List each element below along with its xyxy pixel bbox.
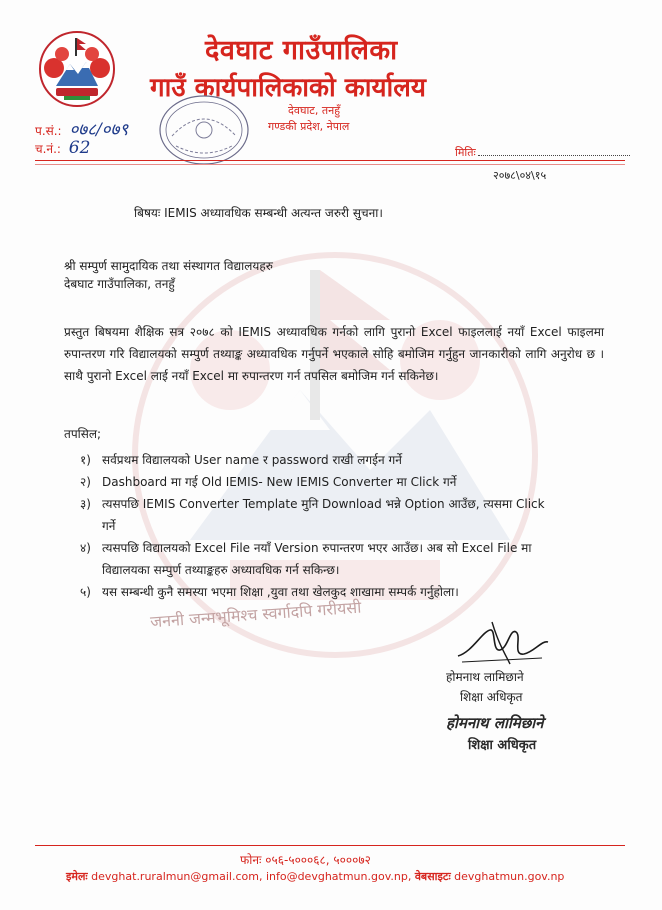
list-item [80,493,560,537]
reference-ps [35,117,128,140]
footer-email-label: इमेलः [66,870,88,883]
signatory-stamp-name: होमनाथ लामिछाने [446,714,544,732]
step-text: Dashboard मा गई Old IEMIS- New IEMIS Converter मा Click गर्ने [102,475,457,489]
list-item [80,449,560,471]
footer-contact [66,869,564,884]
step-text: त्यसपछि विद्यालयको Excel File नयाँ Version रुपान्तरण भएर आउँछ। अब सो Excel File मा विद्यालयका सम्पुर्ण तथ्याङ्कहरु अध्यावधिक गर्न सकिन्छ। [102,541,532,577]
subject-line: बिषयः IEMIS अध्यावधिक सम्बन्धी अत्यन्त जरुरी सुचना। [134,206,383,220]
list-item [80,537,560,581]
footer-web-label: वेबसाइटः [414,870,451,883]
reference-cn [35,138,90,158]
step-text: सर्वप्रथम विद्यालयको User name र password राखी लगईन गर्ने [102,453,402,467]
signatory-stamp-role: शिक्षा अधिकृत [468,738,537,753]
letterhead-address-line2: गण्डकी प्रदेश, नेपाल [268,120,350,133]
footer-divider [35,845,625,846]
reference-ps-value: ०७८/०७९ [69,120,129,140]
step-number: ५) [80,585,91,599]
footer-email-value: devghat.ruralmun@gmail.com, info@devghatmun.gov.np, [91,870,412,883]
letterhead-title: देवघाट गाउँपालिका [205,35,398,66]
addressee-line1: श्री सम्पुर्ण सामुदायिक तथा संस्थागत विद्यालयहरु [64,259,273,273]
addressee-line2: देबघाट गाउँपालिका, तनहुँ [64,277,175,291]
header-divider-thin [35,164,625,165]
footer-phone [240,851,371,868]
header-divider [35,160,625,161]
reference-cn-value: 62 [68,138,91,158]
handwritten-signature [452,612,552,672]
step-text: त्यसपछि IEMIS Converter Template मुनि Download भन्ने Option आउँछ, त्यसमा Click गर्ने [102,497,545,533]
signatory-name: होमनाथ लामिछाने [446,670,524,684]
step-number: १) [80,453,91,467]
step-number: ३) [80,497,91,511]
footer-phone-value: ०५६-५०००६८, ५०००७२ [265,853,371,867]
letter-date: २०७८\०४\१५ [493,169,547,182]
step-number: २) [80,475,91,489]
letterhead-address-line1: देवघाट, तनहुँ [288,104,341,117]
footer-web-value: devghatmun.gov.np [454,870,565,883]
details-heading: तपसिल; [64,427,102,441]
office-stamp [156,92,252,168]
reference-cn-label: च.नं.: [35,142,61,156]
step-number: ४) [80,541,91,555]
date-field [455,145,630,160]
step-text: यस सम्बन्धी कुनै समस्या भएमा शिक्षा ,युवा तथा खेलकुद शाखामा सम्पर्क गर्नुहोला। [102,585,459,599]
list-item [80,471,560,493]
steps-list [80,449,560,603]
footer-phone-label: फोनः [240,853,262,867]
letterhead-subtitle: गाउँ कार्यपालिकाको कार्यालय [150,73,426,103]
date-field-label: मितिः [455,146,476,159]
watermark-text: जननी जन्मभूमिश्च स्वर्गादपि गरीयसी [149,597,362,632]
body-paragraph: प्रस्तुत बिषयमा शैक्षिक सत्र २०७८ को IEMIS अध्यावधिक गर्नको लागि पुरानो Excel फाइललाई नयाँ Excel फाइलमा रुपान्तरण गरि विद्यालयको सम्पुर्ण तथ्याङ्क अध्यावधिक गर्नुपर्ने भएकाले सोहि बमोजिम गर्नुहुन जानकारीको लागि अनुरोध छ । साथै पुरानो Excel लाई नयाँ Excel मा रुपान्तरण गर्न तपसिल बमोजिम गर्न सकिनेछ। [64,325,604,383]
signatory-role: शिक्षा अधिकृत [460,690,523,704]
list-item [80,581,560,603]
reference-ps-label: प.सं.: [35,124,62,138]
government-emblem [38,30,116,108]
date-field-line [478,145,630,156]
